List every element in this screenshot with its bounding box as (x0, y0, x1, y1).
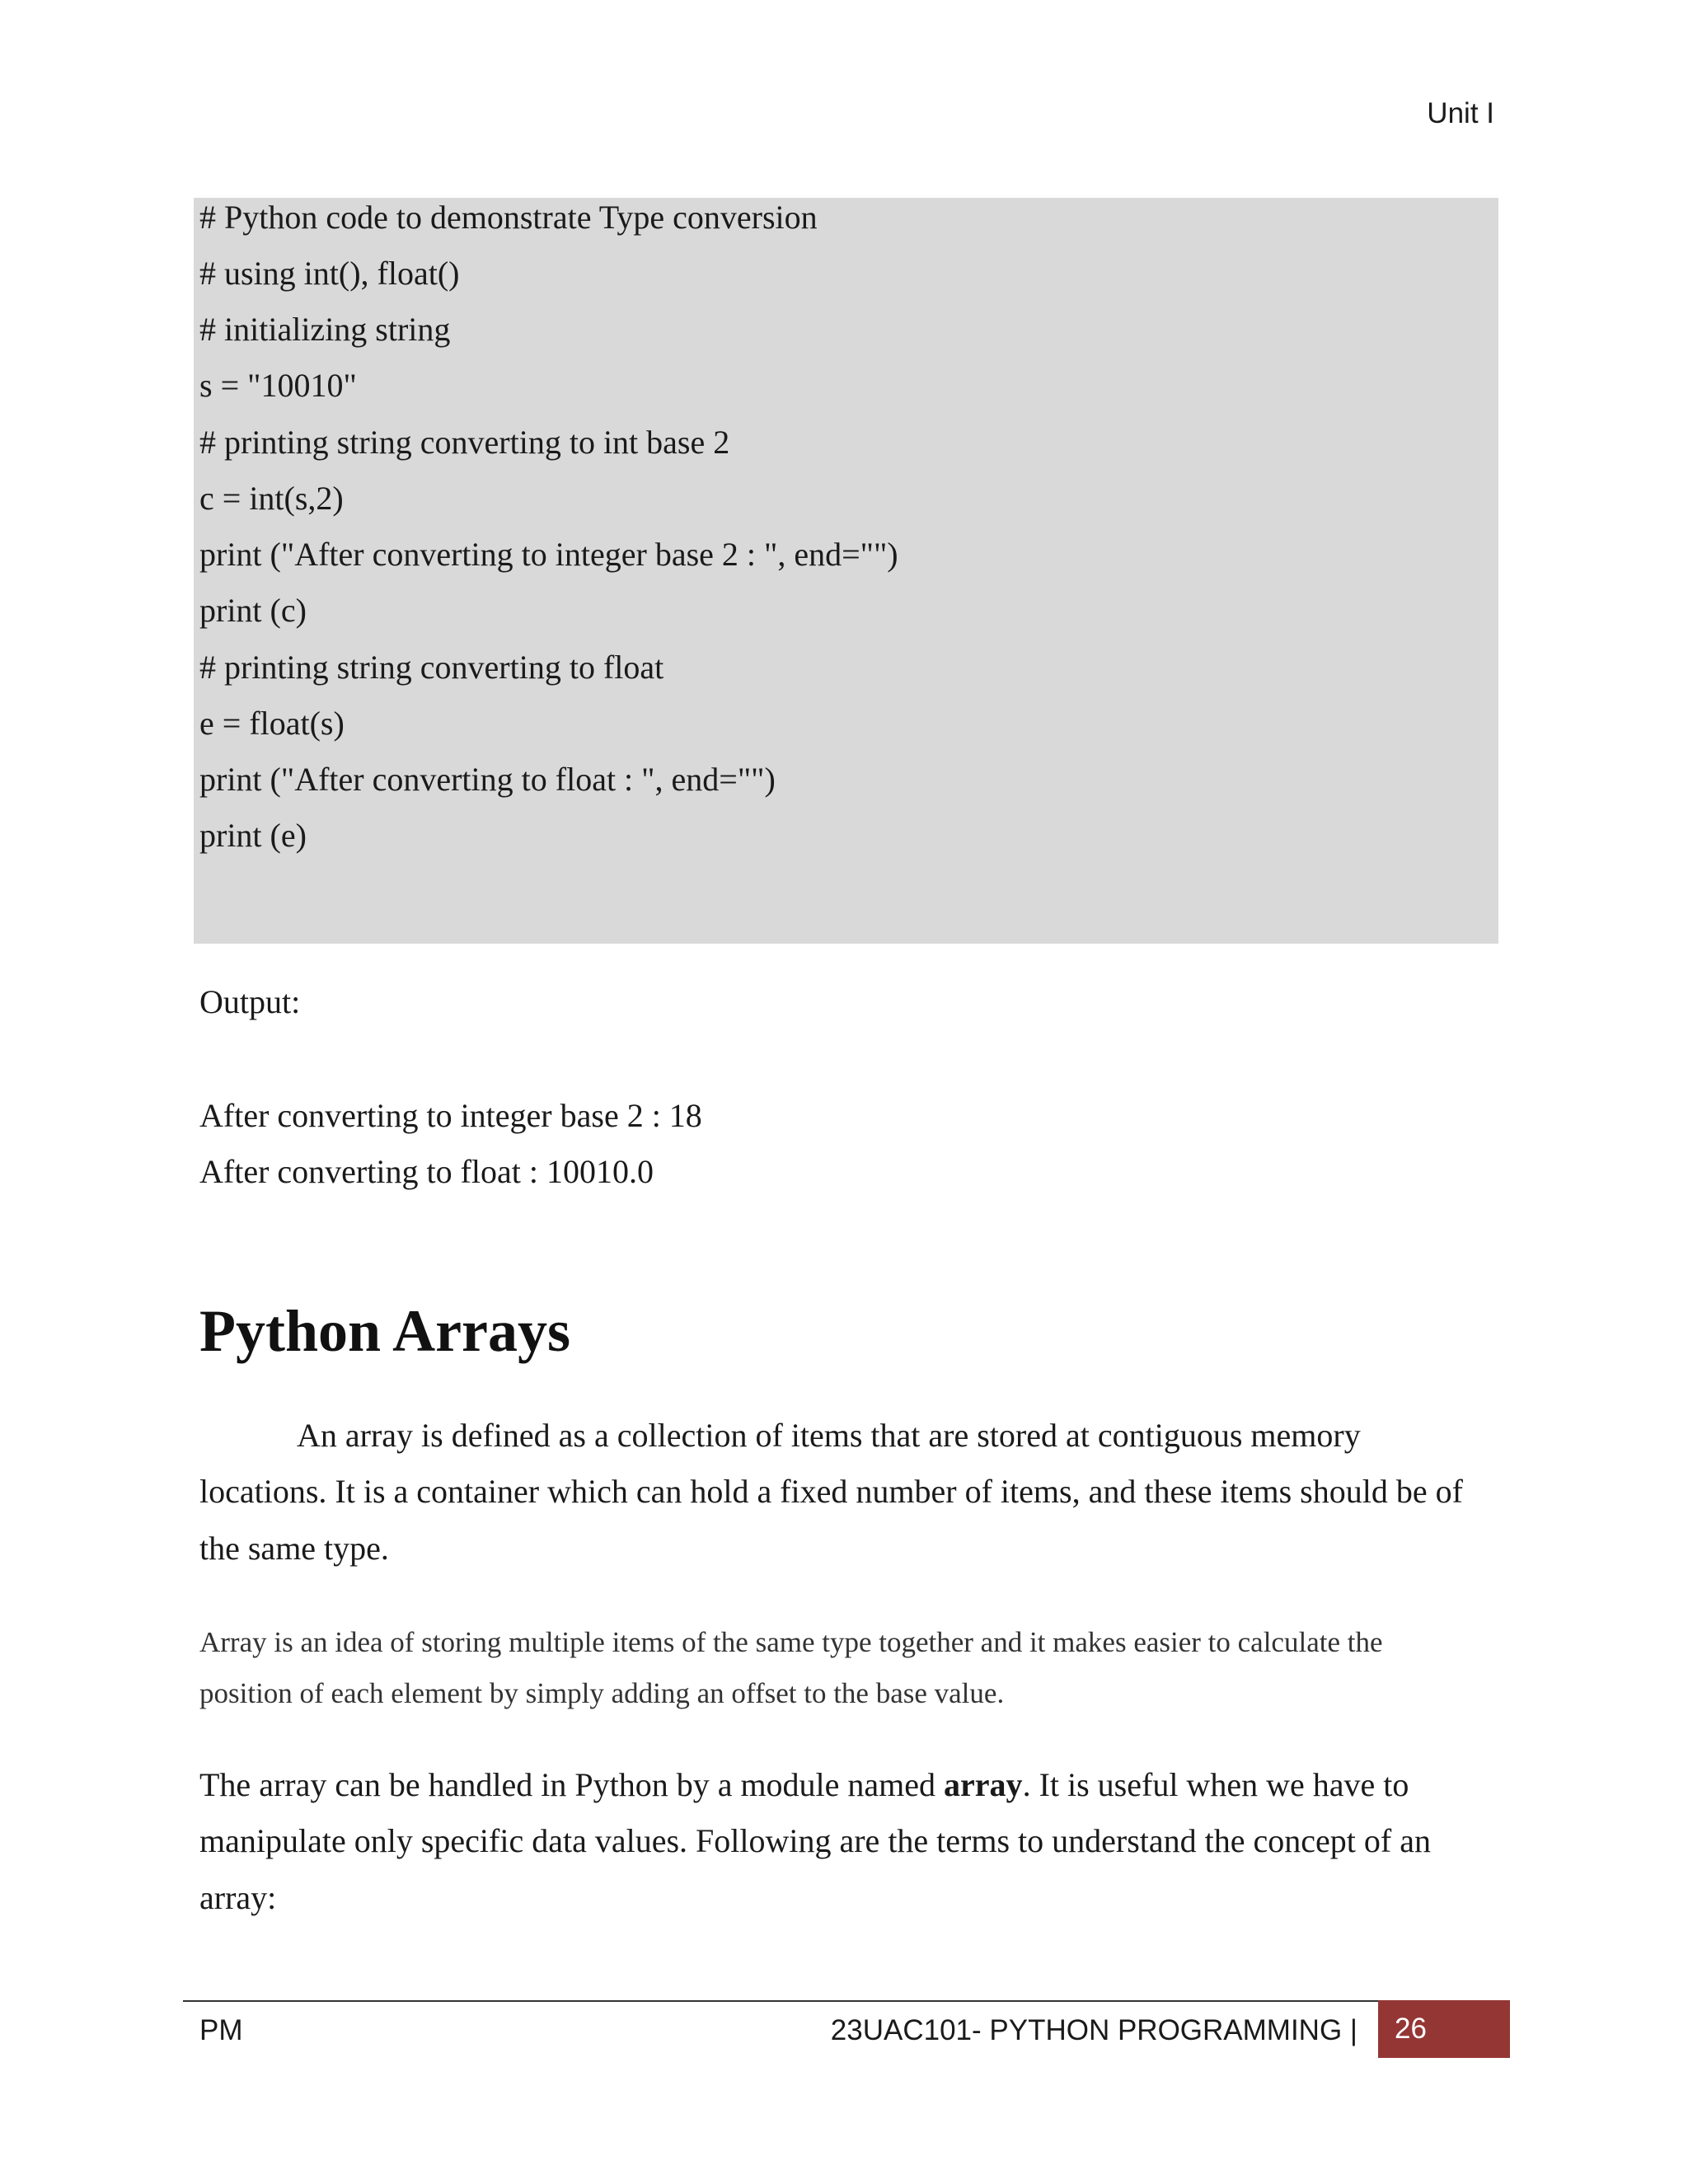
paragraph-line: An array is defined as a collection of items that are stored at contiguous memory (297, 1417, 1361, 1454)
output-line: After converting to float : 10010.0 (199, 1153, 654, 1190)
page-number: 26 (1395, 2013, 1427, 2045)
paragraph-line: position of each element by simply adding an offset to the base value. (199, 1677, 1005, 1709)
code-line: e = float(s) (199, 705, 345, 742)
paragraph-line (199, 1765, 1409, 1805)
page-number-badge (1378, 2000, 1510, 2058)
code-line: print (e) (199, 817, 307, 854)
code-block (194, 198, 1498, 944)
output-line: After converting to integer base 2 : 18 (199, 1097, 702, 1134)
paragraph-text: . It is useful when we have to (1022, 1766, 1409, 1803)
module-name: array (944, 1766, 1023, 1803)
paragraph-text: The array can be handled in Python by a module named (199, 1766, 945, 1803)
running-header: Unit I (1427, 97, 1494, 129)
section-title: Python Arrays (199, 1298, 570, 1364)
code-line: # initializing string (199, 311, 451, 348)
code-line: print ("After converting to float : ", end="") (199, 761, 776, 798)
code-line: # printing string converting to int base 2 (199, 424, 730, 461)
code-line: c = int(s,2) (199, 480, 344, 517)
footer-author: PM (199, 2014, 243, 2046)
paragraph-line: Array is an idea of storing multiple items of the same type together and it makes easier to calculate the (199, 1626, 1383, 1658)
code-line: s = "10010" (199, 367, 357, 404)
footer-rule (183, 2000, 1378, 2002)
code-line: print ("After converting to integer base 2 : ", end="") (199, 536, 898, 573)
code-line: print (c) (199, 592, 307, 629)
output-label: Output: (199, 983, 301, 1020)
footer-course-title: 23UAC101- PYTHON PROGRAMMING | (830, 2014, 1357, 2046)
code-line: # using int(), float() (199, 255, 460, 292)
paragraph-line: locations. It is a container which can hold a fixed number of items, and these items should be of (199, 1473, 1463, 1510)
code-line: # printing string converting to float (199, 649, 664, 686)
paragraph-line: manipulate only specific data values. Following are the terms to understand the concept of an (199, 1822, 1431, 1859)
paragraph-line: array: (199, 1879, 277, 1916)
code-line: # Python code to demonstrate Type conversion (199, 199, 818, 236)
paragraph-line: the same type. (199, 1530, 389, 1567)
